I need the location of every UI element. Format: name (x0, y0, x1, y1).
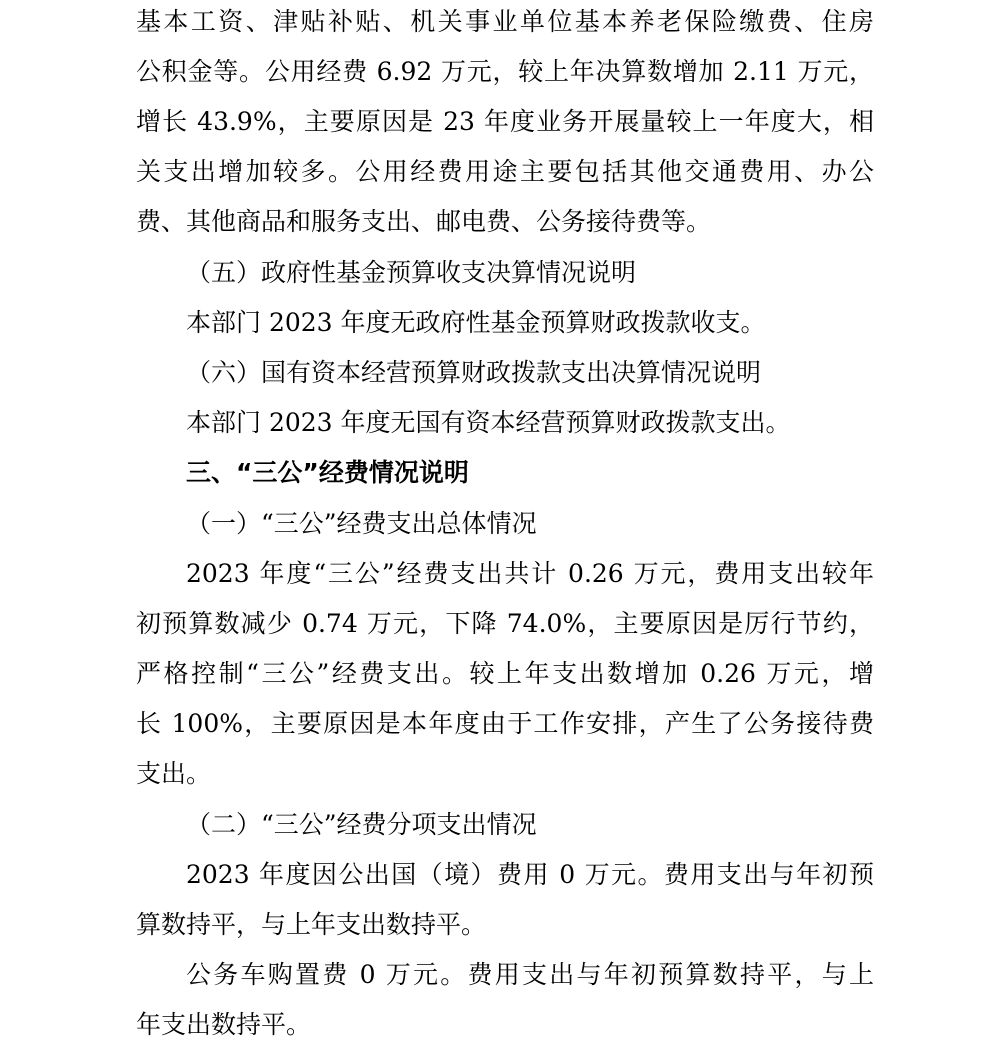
paragraph-line: 本部门 2023 年度无政府性基金预算财政拨款收支。 (186, 308, 766, 337)
paragraph-line: 算数持平，与上年支出数持平。 (136, 910, 487, 939)
paragraph-line: 基本工资、津贴补贴、机关事业单位基本养老保险缴费、住房 (136, 7, 874, 36)
paragraph-line: 公积金等。公用经费 6.92 万元，较上年决算数增加 2.11 万元， (136, 57, 874, 86)
paragraph-line: 费、其他商品和服务支出、邮电费、公务接待费等。 (136, 207, 712, 236)
paragraph-line: 2023 年度因公出国（境）费用 0 万元。费用支出与年初预 (186, 860, 874, 889)
section-heading-6: （六）国有资本经营预算财政拨款支出决算情况说明 (186, 358, 762, 387)
section-heading-1: （一）“三公”经费支出总体情况 (186, 509, 537, 538)
section-heading-2: （二）“三公”经费分项支出情况 (186, 810, 537, 839)
paragraph-line: 严格控制“三公”经费支出。较上年支出数增加 0.26 万元，增 (136, 659, 874, 688)
chapter-heading-3: 三、“三公”经费情况说明 (186, 458, 469, 487)
paragraph-line: 公务车购置费 0 万元。费用支出与年初预算数持平，与上 (186, 960, 874, 989)
section-heading-5: （五）政府性基金预算收支决算情况说明 (186, 258, 637, 287)
paragraph-line: 初预算数减少 0.74 万元，下降 74.0%，主要原因是厉行节约， (136, 609, 874, 638)
paragraph-line: 增长 43.9%，主要原因是 23 年度业务开展量较上一年度大，相 (136, 107, 874, 136)
paragraph-line: 2023 年度“三公”经费支出共计 0.26 万元，费用支出较年 (186, 559, 874, 588)
paragraph-line: 本部门 2023 年度无国有资本经营预算财政拨款支出。 (186, 408, 791, 437)
paragraph-line: 长 100%，主要原因是本年度由于工作安排，产生了公务接待费 (136, 709, 874, 738)
paragraph-line: 关支出增加较多。公用经费用途主要包括其他交通费用、办公 (136, 157, 874, 186)
paragraph-line: 年支出数持平。 (136, 1010, 312, 1039)
paragraph-line: 支出。 (136, 759, 212, 788)
